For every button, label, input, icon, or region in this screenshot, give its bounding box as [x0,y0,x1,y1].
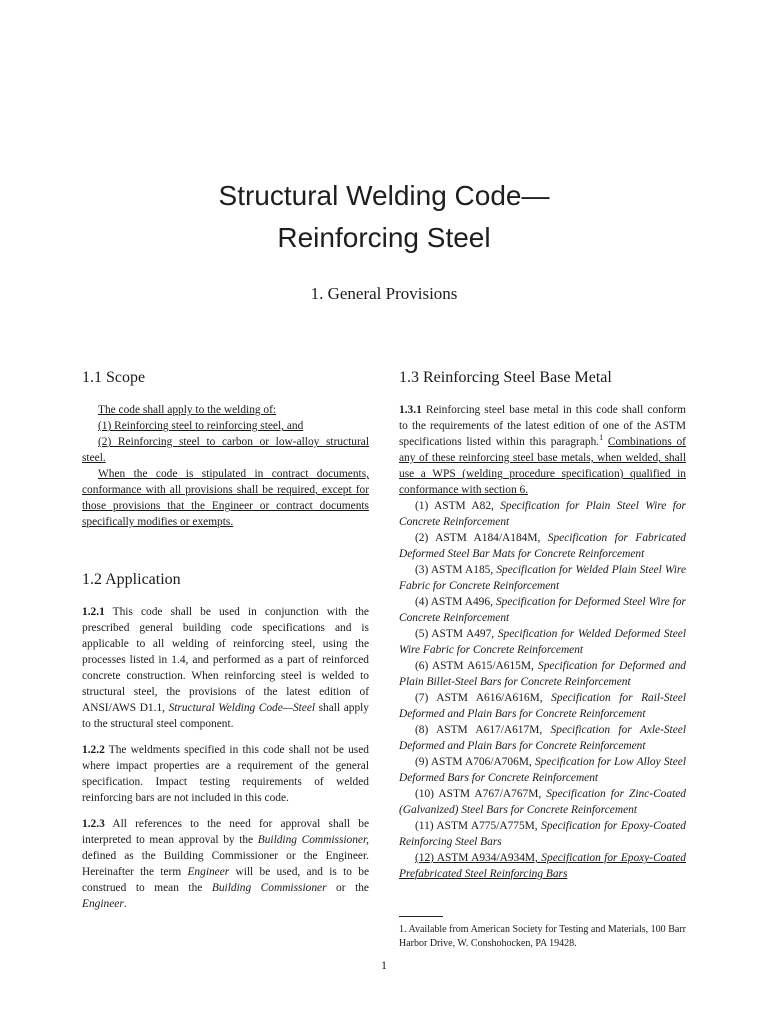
spec-title: Specification for Welded Plain Steel Wire Fabric for Concrete Reinforcement [399,564,687,592]
paragraph-1-3-1: 1.3.1 Reinforcing steel base metal in this code shall conform to the requirements of the latest edition of one of the ASTM specifications listed within this paragraph.$^1$ Combinations of any of these reinforcing steel base metals, when welded, shall use a WPS (welding procedure specification) qualified in conformance with section 6. [399,404,686,496]
spec-item [399,658,686,690]
spec-item [399,722,686,754]
spec-item [399,562,686,594]
spec-title: Specification for Low Alloy Steel Deformed Bars for Concrete Reinforcement [399,756,686,784]
document-title-line-1: Structural Welding Code— [218,180,550,211]
paragraph-1-2-3: 1.2.3 All references to the need for approval shall be interpreted to mean approval by the Building Commissioner, defined as the Building Commissioner or the Engineer. Hereinafter the term Engineer will be used, and is to be construed to mean the Building Commissioner or the Engineer. [82,818,370,910]
scope-lead: The code shall apply to the welding of: [98,404,277,416]
spec-code: (5) ASTM A497, [415,628,498,640]
spec-code: (10) ASTM A767/A767M, [415,788,547,800]
scope-item-1: (1) Reinforcing steel to reinforcing steel, and [98,420,304,432]
section-heading-base-metal: 1.3 Reinforcing Steel Base Metal [399,369,612,386]
spec-item [399,786,686,818]
spec-title: Specification for Fabricated Deformed Steel Bar Mats for Concrete Reinforcement [399,532,686,560]
spec-item [399,594,686,626]
spec-title: Specification for Deformed Steel Wire for Concrete Reinforcement [399,596,686,624]
spec-code: (6) ASTM A615/A615M, [415,660,539,672]
astm-spec-list [399,498,686,882]
spec-code: (4) ASTM A496, [415,596,496,608]
spec-title: Specification for Epoxy-Coated Reinforcing Steel Bars [399,820,686,848]
right-column [399,368,686,951]
footnote-divider [399,916,443,917]
paragraph-1-2-2: 1.2.2 The weldments specified in this code shall not be used where impact properties are a requirement of the general specification. Impact testing requirements of welded reinforcing bars are not included in this code. [82,744,369,804]
spec-title: Specification for Zinc-Coated (Galvanized) Steel Bars for Concrete Reinforcement [399,788,686,816]
spec-code: (9) ASTM A706/A706M, [415,756,535,768]
spec-code: (7) ASTM A616/A616M, [415,692,552,704]
left-column [82,368,369,912]
chapter-heading: 1. General Provisions [310,284,458,303]
spec-item [399,530,686,562]
scope-item-2: (2) Reinforcing steel to carbon or low-alloy structural steel. [82,436,369,464]
section-spacer [82,530,369,570]
document-title-line-2: Reinforcing Steel [277,222,491,253]
spec-code: (12) ASTM A934/A934M, [415,852,542,864]
spec-item [399,690,686,722]
spec-item [399,754,686,786]
section-heading-application: 1.2 Application [82,571,181,588]
section-heading-scope: 1.1 Scope [82,369,146,386]
footnote-reference: 1 [599,433,604,443]
spec-title: Specification for Rail-Steel Deformed and Plain Bars for Concrete Reinforcement [399,692,686,720]
spec-item [399,626,686,658]
scope-paragraph: When the code is stipulated in contract documents, conformance with all provisions shall be required, except for those provisions that the Engineer or contract documents specifically modifies or exempts. [82,468,369,528]
spec-code: (11) ASTM A775/A775M, [415,820,542,832]
spec-code: (3) ASTM A185, [415,564,497,576]
spec-title: Specification for Plain Steel Wire for Concrete Reinforcement [399,500,686,528]
footnote: 1. Available from American Society for Testing and Materials, 100 Barr Harbor Drive, W. Conshohocken, PA 19428. [399,924,686,949]
spec-title: Specification for Axle-Steel Deformed and Plain Bars for Concrete Reinforcement [399,724,686,752]
spec-title: Specification for Epoxy-Coated Prefabricated Steel Reinforcing Bars [399,852,686,880]
spec-code: (2) ASTM A184/A184M, [415,532,548,544]
spec-code: (8) ASTM A617/A617M, [415,724,551,736]
paragraph-1-2-1: 1.2.1 This code shall be used in conjunction with the prescribed general building code specifications and is applicable to all welding of reinforcing steel, using the processes listed in 1.4, and performed as a part of reinforced concrete construction. When reinforcing steel is welded to structural steel, the provisions of the latest edition of ANSI/AWS D1.1, Structural Welding Code—Steel shall apply to the structural steel component. [82,606,369,730]
spec-title: Specification for Welded Deformed Steel Wire Fabric for Concrete Reinforcement [399,628,687,656]
spec-title: Specification for Deformed and Plain Billet-Steel Bars for Concrete Reinforcement [399,660,686,688]
spec-item [399,498,686,530]
page-number: 1 [381,958,387,972]
spec-item [399,850,686,882]
spec-code: (1) ASTM A82, [415,500,501,512]
spec-item [399,818,686,850]
